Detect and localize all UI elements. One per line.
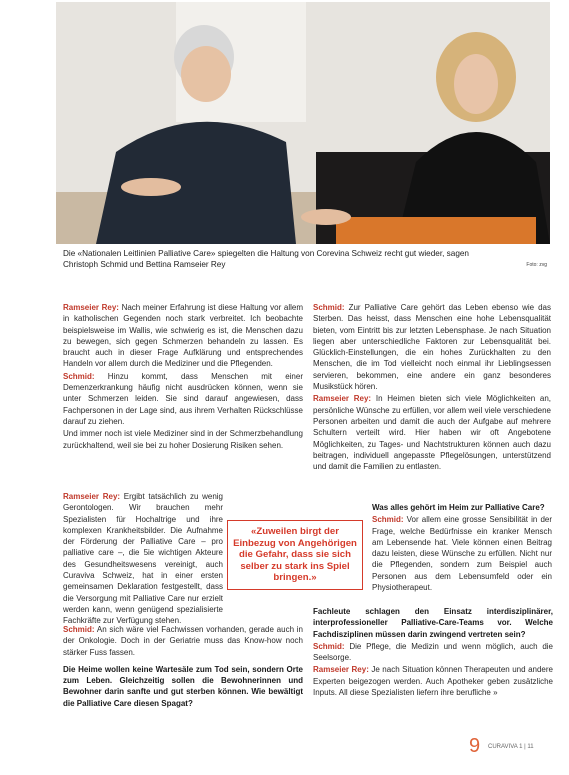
speaker-label: Ramseier Rey: [313, 665, 369, 675]
speaker-label: Ramseier Rey: [63, 303, 119, 312]
paragraph [63, 624, 303, 658]
paragraph: Und immer noch ist viele Mediziner sind in der Schmerzbehandlung zurückhaltend, weil sie bei zu hoher Dosierung Risiken sehen. [63, 429, 303, 450]
paragraph-text: Nach meiner Erfahrung ist diese Haltung vor allem in katholischen Gegenden noch stark verbreitet. Ich beobachte beispielsweise im Wallis, wie schwierig es ist, die Menschen dazu zu bewegen, sich gegen Schmerzen behandeln zu lassen. Es braucht auch in dieser Frage Aufklärung und entsprechendes Handeln vor allem durch die Mediziner und die Pflegenden. [63, 303, 303, 369]
paragraph [63, 491, 223, 627]
interview-question: Die Heime wollen keine Wartesäle zum Tod sein, sondern Orte zum Leben. Gleichzeitig sollen die Bewohnerinnen und Bewohner darin sanfte und gut sterben können. Wie bewältigt die Palliative Care diesen Spagat? [63, 664, 303, 708]
pull-quote: «Zuweilen birgt der Einbezug von Angehörigen die Gefahr, dass sie sich selber zu stark ins Spiel bringen.» [227, 520, 363, 590]
speaker-label: Ramseier Rey: [313, 394, 372, 404]
magazine-footer: CURAVIVA 1 | 11 [488, 744, 534, 750]
paragraph [63, 371, 303, 427]
paragraph-text: Ergibt tatsächlich zu wenig Gerontologen. Wir brauchen mehr Spezialisten für Hochaltrige und ihre komplexen Krankheitsbilder. Die Aufnahme der Förderung der Palliative Care – pro palliative care –, die 5ie wichtigen Akteure des Gesundheitswesens vereinigt, auch Curaviva Schweiz, hat in einer ersten gemeinsamen Deklaration festgestellt, dass die Versorgung mit Palliative Care nur erzielt werden kann, wenn genügend spezialisierte Fachkräfte zur Verfügung stehen. [63, 492, 224, 626]
paragraph-text: In Heimen bieten sich viele Möglichkeiten an, persönliche Wünsche zu erfüllen, vor allem weil viele verschiedene Personen arbeiten und damit die auch der Aufgabe auf mehrere Schultern verteilt wird. Hier haben wir oft Angebotene Möglichkeiten, zu Tages- und Nachtstrukturen können auch dazu beitragen, individuell angepasste Pflegelösungen, unterstützend und damit die Familien zu entlasten. [313, 394, 551, 472]
speaker-label: Ramseier Rey: [63, 492, 121, 501]
paragraph [313, 302, 551, 392]
speaker-label: Schmid: [63, 371, 95, 381]
paragraph [63, 302, 303, 370]
paragraph-text: Je nach Situation können Therapeuten und andere Experten beigezogen werden. Auch Apotheker geben zusätzliche Inputs. All diese Spezialisten liefern ihre berufliche » [313, 665, 553, 698]
paragraph [313, 641, 553, 664]
speaker-label: Schmid: [63, 625, 95, 634]
interview-question: Was alles gehört im Heim zur Palliative Care? [372, 503, 545, 512]
column-left-bottom [63, 624, 303, 710]
paragraph [313, 664, 553, 698]
speaker-label: Schmid: [313, 303, 345, 312]
paragraph-text: Die Pflege, die Medizin und wenn möglich, auch die Seelsorge. [313, 641, 553, 663]
page-number: 9 [469, 735, 481, 757]
interview-question: Fachleute schlagen den Einsatz interdisziplinärer, interprofessioneller Palliative-Care-Teams vor. Welche Fachdisziplinen müssen darin zwingend vertreten sein? [313, 607, 553, 639]
paragraph-text: An sich wäre viel Fachwissen vorhanden, gerade auch in der Onkologie. Doch in der Geriatrie muss das Know-how noch stärker Fuss fassen. [63, 625, 303, 657]
column-left [63, 302, 303, 452]
paragraph-text: Vor allem eine grosse Sensibilität in der Frage, welche Bedürfnisse ein kranker Mensch am Lebensende hat. Viele können einen Beitrag dazu leisten, diese Wünsche zu erfüllen. Nicht nur die Pflegenden, sondern zum Beispiel auch Personen aus dem Lebensumfeld oder ein Physiotherapeut. [372, 515, 552, 593]
paragraph [372, 514, 552, 593]
interview-photo [56, 2, 550, 244]
column-right [313, 302, 551, 473]
column-right-middle [372, 502, 552, 594]
photo-caption: Die «Nationalen Leitlinien Palliative Care» spiegelten die Haltung von Corevina Schweiz recht gut wieder, sagen Christoph Schmid und Bettina Ramseier Rey [63, 249, 469, 269]
paragraph-text: Hinzu kommt, dass Menschen mit einer Demenzerkrankung häufig nicht ausdrücken können, wenn sie unter Schmerzen leiden. Sie sind darauf angewiesen, dass Fachpersonen in der Lage sind, aus ihrem Verhalten Rückschlüsse darauf zu ziehen. [63, 371, 303, 426]
photo-illustration [56, 2, 550, 244]
paragraph-text: Zur Palliative Care gehört das Leben ebenso wie das Sterben. Das heisst, dass Menschen eine hohe Lebensqualität bieten, vom Eintritt bis zur letzten Lebensphase. Je nach Situation liegen aber unterschiedliche Faktoren zur Lebensqualität bei. Glücklich-Einstellungen, die ein hohes Zurückhalten zu den Menschen, die im Tod vielleicht noch einmal ihr Lieblingsessen servieren, bekommen, eine andere ein ganz besonderes Musikstück hören. [313, 303, 551, 392]
column-left-lower [63, 491, 223, 628]
paragraph [313, 393, 551, 472]
column-right-bottom [313, 606, 553, 699]
speaker-label: Schmid: [372, 515, 404, 525]
photo-credit: Foto: zvg [526, 262, 547, 268]
speaker-label: Schmid: [313, 641, 345, 651]
